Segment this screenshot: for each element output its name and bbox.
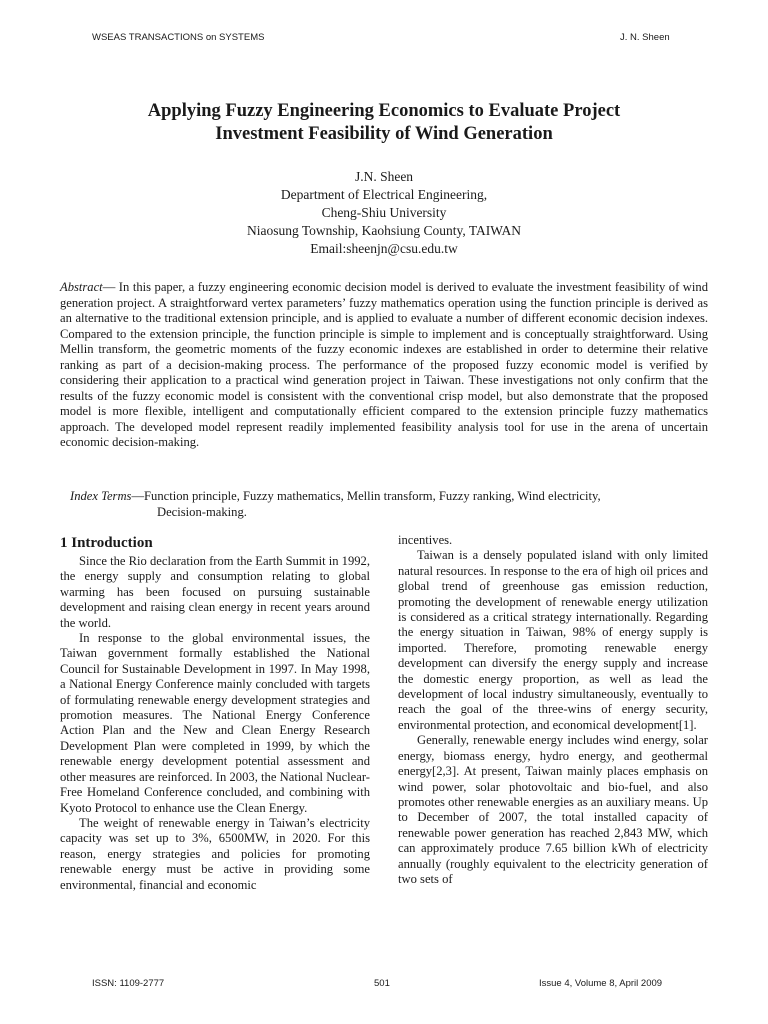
author-block <box>60 168 708 258</box>
running-header-journal: WSEAS TRANSACTIONS on SYSTEMS <box>92 32 265 43</box>
title-line-1: Applying Fuzzy Engineering Economics to Evaluate Project <box>147 101 621 121</box>
paragraph: In response to the global environmental issues, the Taiwan government formally established the National Council for Sustainable Development in 1997. In May 1998, a National Energy Conference mainly concluded with targets of formulating renewable energy development strategies and promotion measures. The National Energy Conference Action Plan and the New and Clean Energy Research Development Plan were completed in 1999, by which the renewable energy development potential assessment and other measures are reinforced. In 2003, the National Nuclear-Free Homeland Conference concluded, and combining with Kyoto Protocol to enhance use the Clean Energy. <box>60 631 370 815</box>
paragraph: Since the Rio declaration from the Earth Summit in 1992, the energy supply and consumption relating to global warming has been focused on pursuing sustainable development and raising clean energy in recent years around the world. <box>60 554 370 630</box>
paragraph: Generally, renewable energy includes wind energy, solar energy, biomass energy, hydro energy, and geothermal energy[2,3]. At present, Taiwan mainly places emphasis on wind power, solar photovoltaic and bio-fuel, and also promotes other renewable energies as an auxiliary means. Up to December of 2007, the total installed capacity of renewable power generation has reached 2,843 MW, which can approximately produce 7.65 billion kWh of electricity annually (roughly equivalent to the electricity generation of two sets of <box>398 733 708 886</box>
abstract-label: Abstract <box>60 280 103 294</box>
paragraph: incentives. <box>398 533 453 547</box>
left-column <box>60 533 370 893</box>
abstract-text: — In this paper, a fuzzy engineering economic decision model is derived to evaluate the investment feasibility of wind generation project. A straightforward vertex parameters’ fuzzy mathematics operation using the function principle is derived as an alternative to the traditional extension principle, and is applied to evaluate a number of different economic decision indexes. Compared to the extension principle, the function principle is simple to implement and is conceptually straightforward. Using Mellin transform, the geometric moments of the fuzzy economic indexes are established in order to determine their relative ranking as part of a decision-making process. The performance of the proposed fuzzy economic model is verified by considering their application to a practical wind generation project in Taiwan. These investigations not only confirm that the results of the fuzzy economic model is consistent with the conventional crisp model, but also demonstrate that the proposed model is more flexible, intelligent and computationally efficient compared to the extension principle fuzzy mathematics approach. The developed model represent readily implemented feasibility analysis tool for use in the arena of uncertain economic decision-making. <box>60 280 708 449</box>
index-terms <box>70 489 708 520</box>
paragraph: Taiwan is a densely populated island with only limited natural resources. In response to the era of high oil prices and global trend of greenhouse gas emission reduction, promoting the development of renewable energy utilization is considered as a critical strategy internationally. Regarding the energy situation in Taiwan, 98% of energy supply is imported. Therefore, promoting renewable energy development can diversify the energy supply and increase the domestic energy proportion, as well as lead the development of local industry simultaneously, eventually to reach the goal of the three-wins of energy security, environmental protection, and economical development[1]. <box>398 548 708 732</box>
author-email: Email:sheenjn@csu.edu.tw <box>310 241 458 256</box>
author-name: J.N. Sheen <box>354 169 414 184</box>
index-terms-line-1 <box>70 489 708 505</box>
title-line-2: Investment Feasibility of Wind Generation <box>215 124 553 144</box>
paper-title <box>60 100 708 146</box>
paragraph: The weight of renewable energy in Taiwan’s electricity capacity was set up to 3%, 6500MW, in 2020. For this reason, energy strategies and policies for promoting renewable energy must be active in providing some environmental, financial and economic <box>60 815 370 892</box>
author-university: Cheng-Shiu University <box>321 205 447 220</box>
footer-issn: ISSN: 1109-2777 <box>92 978 165 989</box>
index-terms-text: —Function principle, Fuzzy mathematics, Mellin transform, Fuzzy ranking, Wind electricity, <box>131 489 601 503</box>
section-heading: 1 Introduction <box>60 535 153 551</box>
author-department: Department of Electrical Engineering, <box>280 187 488 202</box>
footer-issue: Issue 4, Volume 8, April 2009 <box>539 978 663 989</box>
index-terms-line-2: Decision-making. <box>157 504 247 519</box>
index-terms-label: Index Terms <box>70 489 132 503</box>
right-column <box>398 533 708 887</box>
abstract <box>60 280 708 451</box>
author-location: Niaosung Township, Kaohsiung County, TAIWAN <box>246 223 522 238</box>
running-header-author: J. N. Sheen <box>620 32 670 43</box>
footer-page-number: 501 <box>374 978 390 989</box>
